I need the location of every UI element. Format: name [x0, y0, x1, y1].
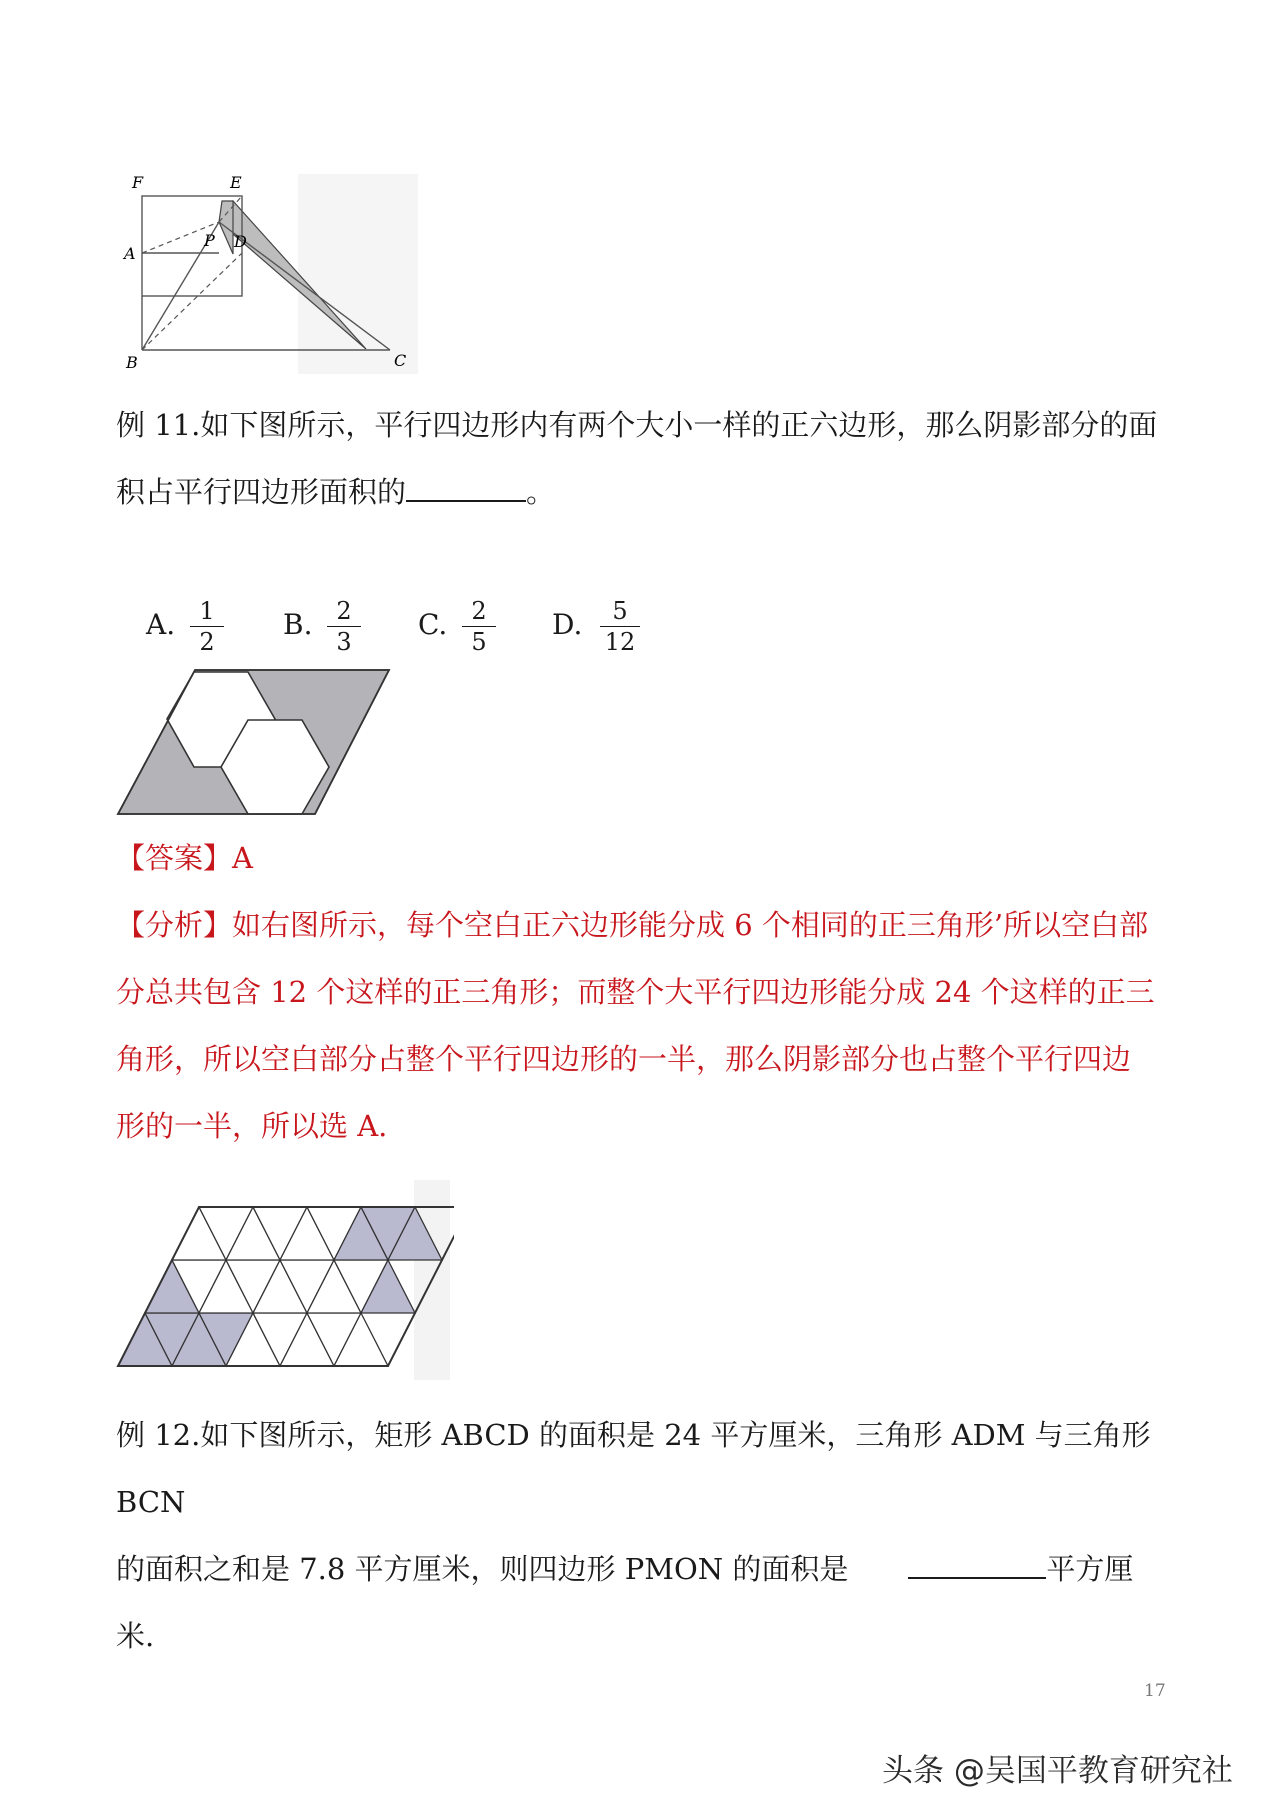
analysis-block: [116, 892, 1166, 1160]
example-12-line-2: 的面积之和是 7.8 平方厘米，则四边形 PMON 的面积是 平方厘米.: [116, 1552, 1134, 1653]
example-11-line-2: 积占平行四边形面积的 。: [116, 475, 556, 509]
label-C: C: [394, 351, 407, 370]
label-A: A: [124, 244, 136, 263]
watermark: 头条 @吴国平教育研究社: [882, 1753, 1233, 1789]
label-D: D: [234, 232, 247, 251]
scan-shadow: [298, 174, 418, 374]
answer-blank[interactable]: [406, 476, 526, 502]
analysis-line-1: 【分析】如右图所示，每个空白正六边形能分成 6 个相同的正三角形’所以空白部: [116, 908, 1149, 942]
fraction-a: $\frac{1}{2}$: [190, 596, 224, 657]
label-B: B: [126, 353, 138, 372]
triangle-grid: [118, 1207, 454, 1366]
figure-triangle-grid: [114, 1180, 454, 1380]
example-12-question: [116, 1402, 1166, 1670]
example-11-line-1: 例 11.如下图所示，平行四边形内有两个大小一样的正六边形，那么阴影部分的面: [116, 408, 1158, 442]
fraction-c: $\frac{2}{5}$: [462, 596, 496, 657]
fraction-d: $\frac{5}{12}$: [600, 596, 640, 657]
label-E: E: [230, 173, 242, 192]
analysis-line-3: 角形，所以空白部分占整个平行四边形的一半，那么阴影部分也占整个平行四边: [116, 1042, 1132, 1076]
answer-line: 【答案】A: [116, 841, 253, 875]
analysis-line-4: 形的一半，所以选 A.: [116, 1109, 388, 1143]
answer-blank-12[interactable]: [908, 1553, 1046, 1579]
page-number: 17: [1144, 1681, 1166, 1701]
figure-hexagons-parallelogram: [112, 664, 402, 822]
fraction-b: $\frac{2}{3}$: [327, 596, 361, 657]
label-P: P: [204, 231, 215, 250]
example-12-line-1: 例 12.如下图所示，矩形 ABCD 的面积是 24 平方厘米，三角形 ADM 与三角形 BCN: [116, 1418, 1151, 1519]
example-11-question: [116, 392, 1166, 526]
figure-square-triangle: [118, 168, 418, 378]
label-F: F: [132, 173, 144, 192]
analysis-line-2: 分总共包含 12 个这样的正三角形；而整个大平行四边形能分成 24 个这样的正三: [116, 975, 1155, 1009]
